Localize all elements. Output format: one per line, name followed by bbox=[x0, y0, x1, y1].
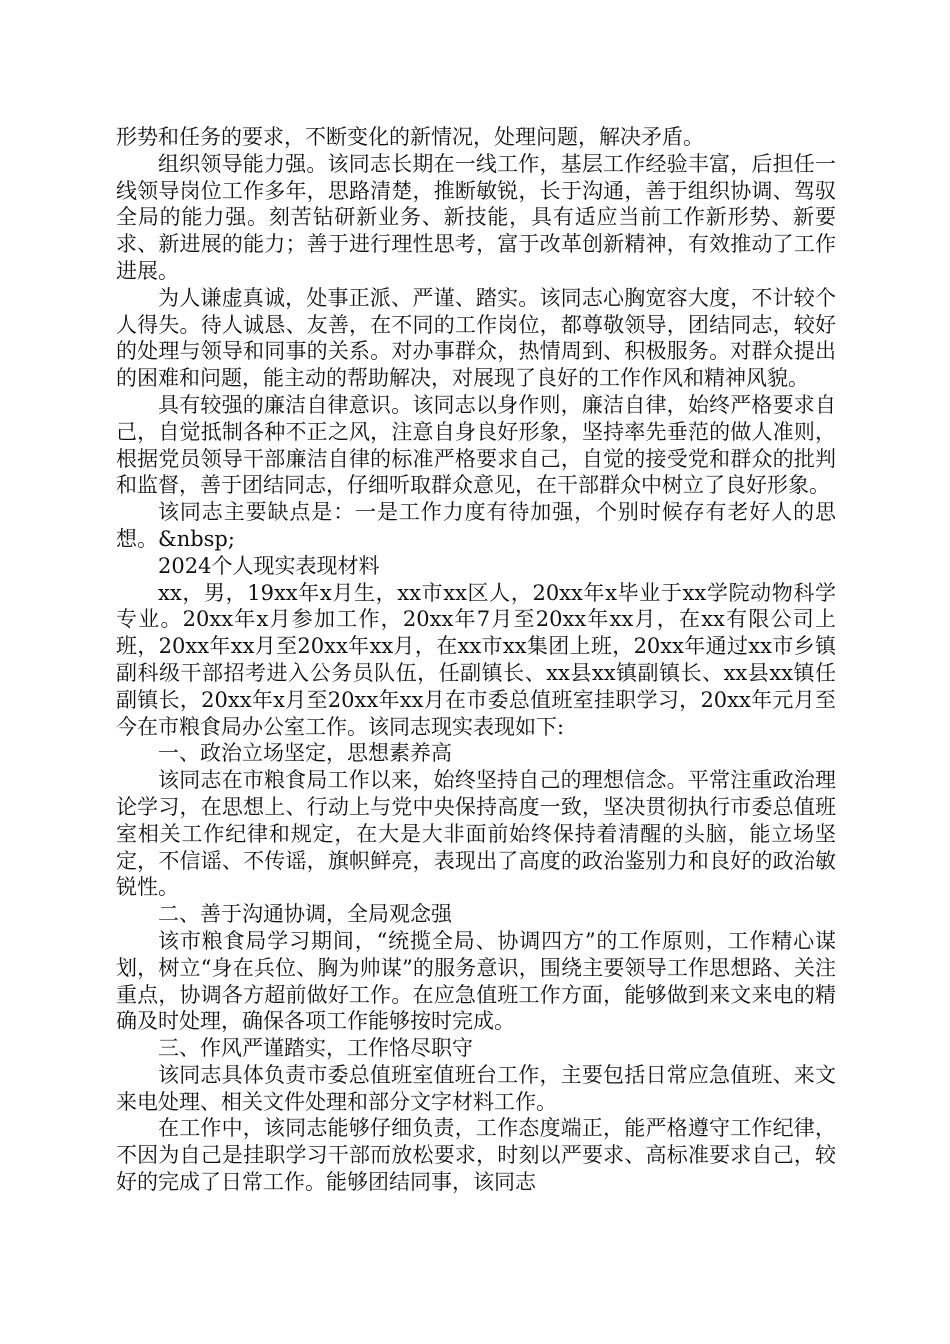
paragraph-integrity: 为人谦虚真诚，处事正派、严谨、踏实。该同志心胸宽容大度，不计较个人得失。待人诚恳、友善，在不同的工作岗位，都尊敬领导，团结同志，较好的处理与领导和同事的关系。对办事群众，热情周到、积极服务。对群众提出的困难和问题，能主动的帮助解决，对展现了良好的工作作风和精神风貌。 bbox=[116, 285, 836, 391]
document-body bbox=[116, 124, 836, 1196]
paragraph-duties: 该同志具体负责市委总值班室值班台工作，主要包括日常应急值班、来文来电处理、相关文件处理和部分文字材料工作。 bbox=[116, 1062, 836, 1114]
section-title: 2024个人现实表现材料 bbox=[158, 553, 380, 578]
paragraph-self-discipline: 具有较强的廉洁自律意识。该同志以身作则，廉洁自律，始终严格要求自己，自觉抵制各种不正之风，注意自身良好形象，坚持率先垂范的做人准则，根据党员领导干部廉洁自律的标准严格要求自己，自觉的接受党和群众的批判和监督，善于团结同志，仔细听取群众意见，在干部群众中树立了良好形象。 bbox=[116, 392, 836, 498]
paragraph-profile: xx，男，19xx年x月生，xx市xx区人，20xx年x毕业于xx学院动物科学专业。20xx年x月参加工作，20xx年7月至20xx年xx月，在xx有限公司上班，20xx年xx月至20xx年xx月，在xx市xx集团上班，20xx年通过xx市乡镇副科级干部招考进入公务员队伍，任副镇长、xx县xx镇副镇长、xx县xx镇任副镇长，20xx年x月至20xx年xx月在市委总值班室挂职学习，20xx年元月至今在市粮食局办公室工作。该同志现实表现如下: bbox=[116, 580, 836, 739]
paragraph-work-attitude: 在工作中，该同志能够仔细负责，工作态度端正，能严格遵守工作纪律，不因为自己是挂职学习干部而放松要求，时刻以严要求、高标准要求自己，较好的完成了日常工作。能够团结同事，该同志 bbox=[116, 1116, 836, 1195]
heading-political-stance: 一、政治立场坚定，思想素养高 bbox=[158, 741, 452, 766]
paragraph-political-stance: 该同志在市粮食局工作以来，始终坚持自己的理想信念。平常注重政治理论学习，在思想上、行动上与党中央保持高度一致，坚决贯彻执行市委总值班室相关工作纪律和规定，在大是大非面前始终保持着清醒的头脑，能立场坚定，不信谣、不传谣，旗帜鲜亮，表现出了高度的政治鉴别力和良好的政治敏锐性。 bbox=[116, 768, 836, 900]
heading-communication: 二、善于沟通协调，全局观念强 bbox=[158, 902, 452, 927]
paragraph-continuation: 形势和任务的要求，不断变化的新情况，处理问题，解决矛盾。 bbox=[116, 125, 704, 149]
paragraph-communication: 该市粮食局学习期间，“统揽全局、协调四方”的工作原则，工作精心谋划，树立“身在兵位、胸为帅谋”的服务意识，围绕主要领导工作思想路、关注重点，协调各方超前做好工作。在应急值班工作方面，能够做到来文来电的精确及时处理，确保各项工作能够按时完成。 bbox=[116, 928, 836, 1034]
paragraph-shortcomings: 该同志主要缺点是：一是工作力度有待加强，个别时候存有老好人的思想。&nbsp; bbox=[116, 500, 836, 551]
heading-work-style: 三、作风严谨踏实，工作恪尽职守 bbox=[158, 1036, 473, 1061]
paragraph-leadership: 组织领导能力强。该同志长期在一线工作，基层工作经验丰富，后担任一线领导岗位工作多年，思路清楚，推断敏锐，长于沟通，善于组织协调、驾驭全局的能力强。刻苦钻研新业务、新技能，具有适应当前工作新形势、新要求、新进展的能力；善于进行理性思考，富于改革创新精神，有效推动了工作进展。 bbox=[116, 151, 836, 283]
